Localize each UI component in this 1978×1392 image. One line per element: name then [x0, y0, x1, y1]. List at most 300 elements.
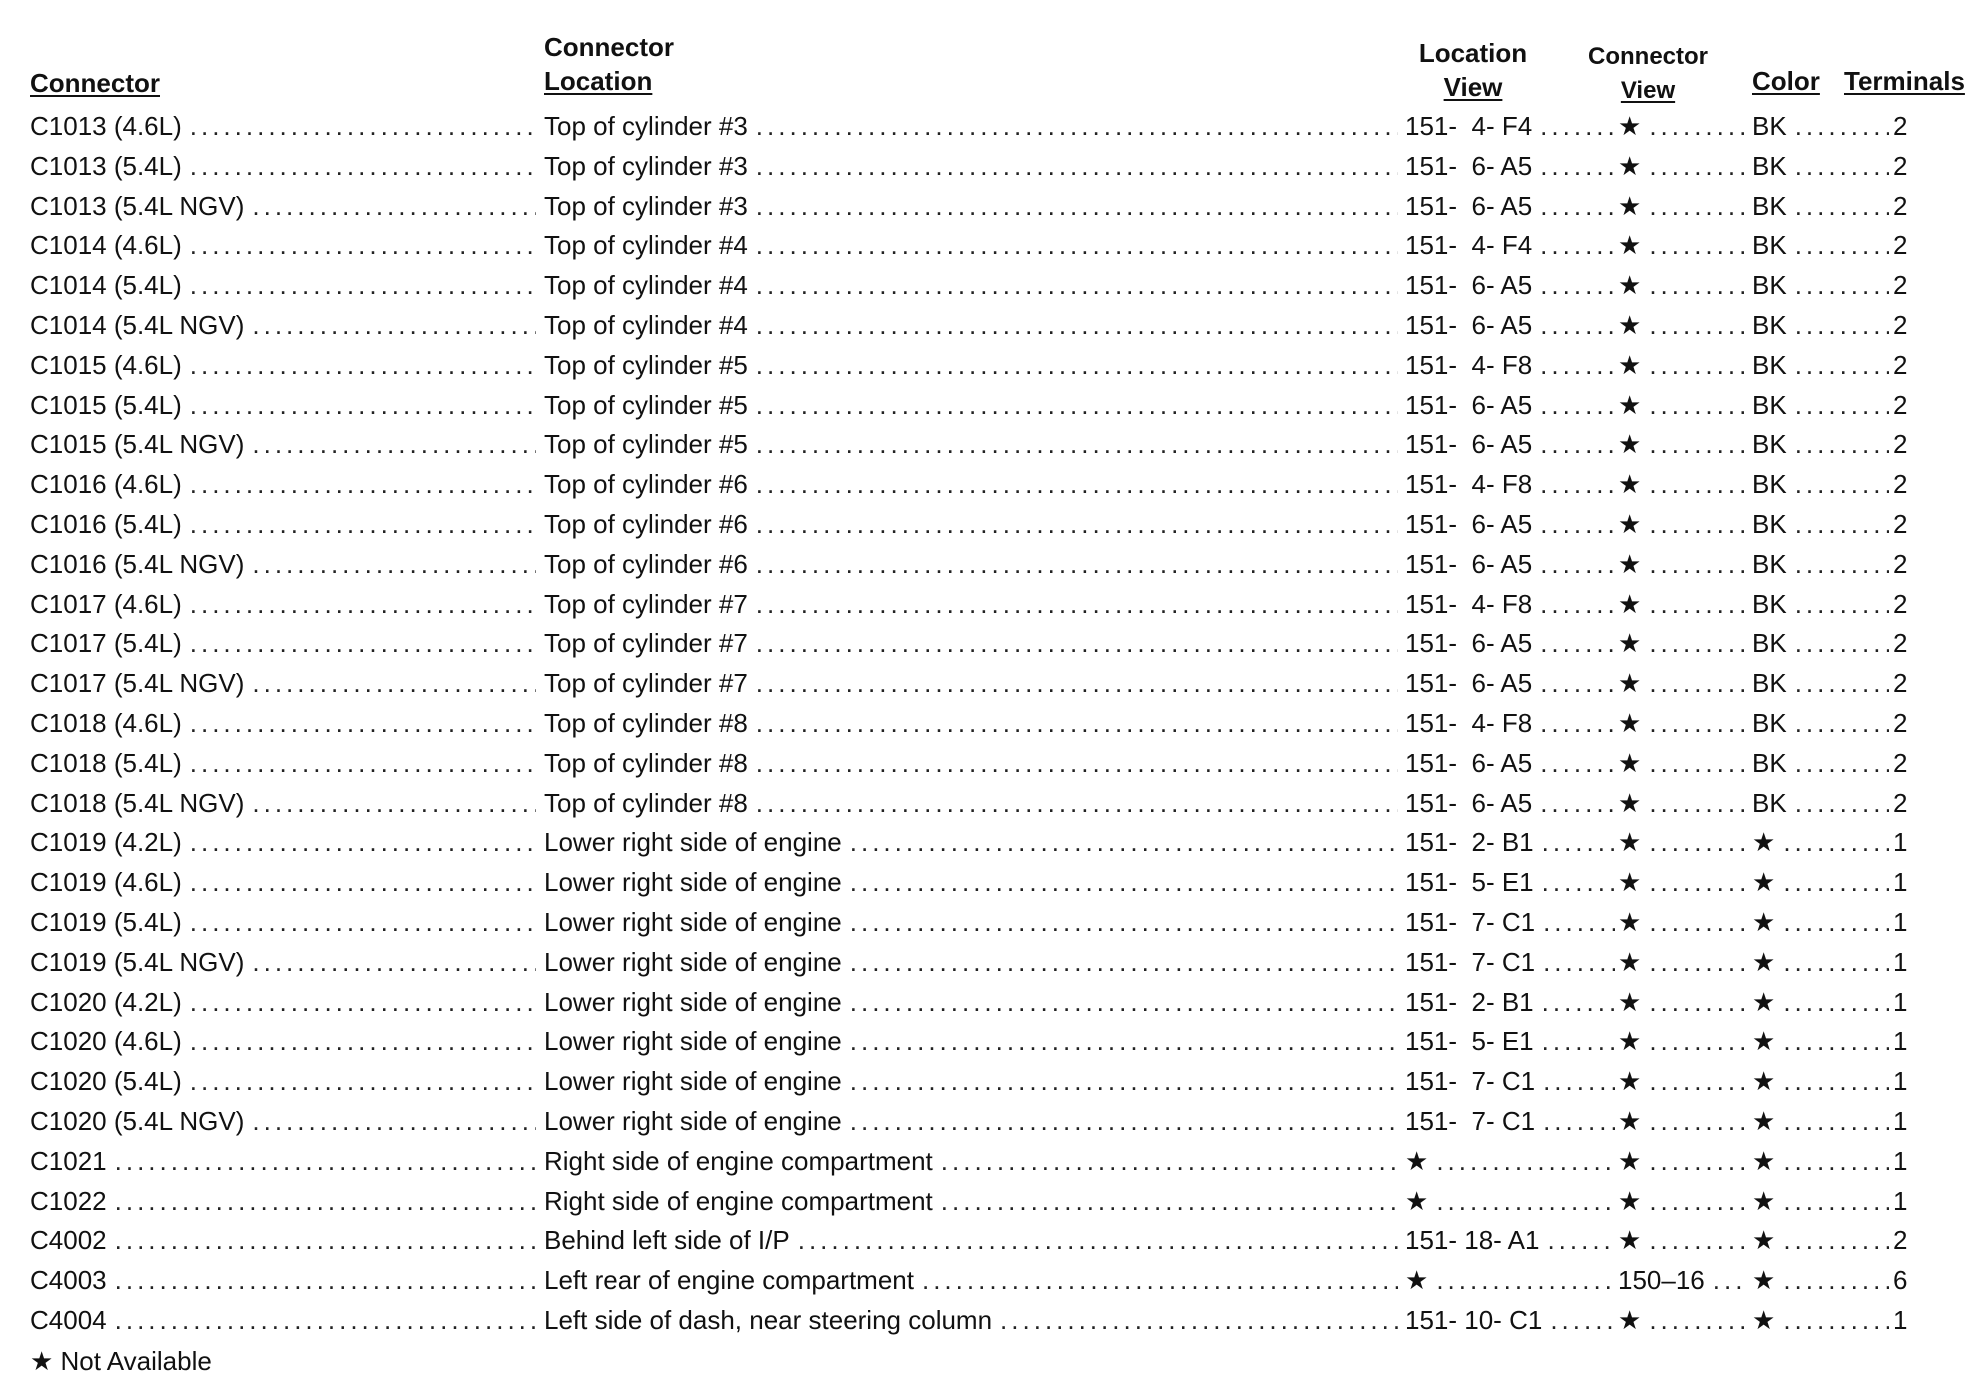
header-location-view-line1: Location: [1418, 38, 1528, 68]
cell-color: [1752, 1102, 1889, 1142]
dot-leader: [1795, 147, 1889, 187]
cell-connector-view-text: ★: [1618, 1185, 1642, 1216]
dot-leader: [1540, 784, 1615, 824]
dot-leader: [1795, 187, 1889, 227]
dot-leader: [1795, 266, 1889, 306]
dot-leader: [1783, 1301, 1889, 1341]
cell-connector-view: [1618, 823, 1748, 863]
dot-leader: [1795, 226, 1889, 266]
cell-connector-view-text: ★: [1618, 548, 1642, 579]
dot-leader: [1783, 1022, 1889, 1062]
cell-connector-view-text: ★: [1618, 747, 1642, 778]
table-row: [0, 784, 1978, 824]
dot-leader: [756, 147, 1398, 187]
dot-leader: [190, 744, 536, 784]
cell-color-text: BK: [1752, 309, 1787, 340]
cell-connector-location-text: Lower right side of engine: [544, 867, 842, 898]
cell-location-view-text: 151- 7- C1: [1405, 906, 1536, 937]
cell-terminals: [1893, 585, 1943, 625]
cell-color-text: ★: [1752, 906, 1776, 937]
dot-leader: [190, 823, 536, 863]
cell-connector-location: [544, 1261, 1398, 1301]
cell-connector-location: [544, 425, 1398, 465]
table-row: [0, 107, 1978, 147]
cell-location-view-text: 151- 7- C1: [1405, 946, 1536, 977]
cell-connector-location-text: Left rear of engine compartment: [544, 1265, 914, 1296]
cell-connector-location-text: Lower right side of engine: [544, 946, 842, 977]
cell-color: [1752, 1221, 1889, 1261]
cell-connector-text: C1020 (5.4L): [30, 1066, 182, 1097]
dot-leader: [190, 465, 536, 505]
cell-connector: [30, 505, 536, 545]
cell-location-view: [1405, 266, 1615, 306]
table-row: [0, 147, 1978, 187]
dot-leader: [1649, 425, 1748, 465]
cell-connector-view: [1618, 306, 1748, 346]
cell-connector-text: C1016 (4.6L): [30, 469, 182, 500]
cell-connector-view-text: ★: [1618, 111, 1642, 141]
cell-connector-location: [544, 187, 1398, 227]
dot-leader: [756, 664, 1398, 704]
cell-color: [1752, 585, 1889, 625]
dot-leader: [1783, 943, 1889, 983]
header-connector-location: [544, 30, 674, 98]
dot-leader: [1783, 1261, 1889, 1301]
dot-leader: [1783, 903, 1889, 943]
cell-location-view: [1405, 1062, 1615, 1102]
cell-connector-location-text: Lower right side of engine: [544, 1066, 842, 1097]
cell-terminals: [1893, 1102, 1943, 1142]
cell-connector-text: C1018 (5.4L NGV): [30, 787, 245, 818]
dot-leader: [756, 386, 1398, 426]
cell-terminals: [1893, 266, 1943, 306]
cell-connector-view: [1618, 863, 1748, 903]
dot-leader: [756, 545, 1398, 585]
cell-location-view: [1405, 863, 1615, 903]
dot-leader: [922, 1261, 1398, 1301]
cell-connector-location: [544, 863, 1398, 903]
cell-color: [1752, 903, 1889, 943]
cell-location-view: [1405, 943, 1615, 983]
cell-location-view-text: 151- 6- A5: [1405, 190, 1533, 221]
cell-connector-view: [1618, 545, 1748, 585]
cell-connector-view: [1618, 1301, 1748, 1341]
cell-connector-view-text: 150–16: [1618, 1265, 1705, 1296]
cell-connector-location-text: Top of cylinder #7: [544, 628, 748, 659]
dot-leader: [756, 505, 1398, 545]
dot-leader: [1649, 1102, 1748, 1142]
cell-location-view-text: 151- 10- C1: [1405, 1304, 1543, 1335]
dot-leader: [1649, 823, 1748, 863]
cell-connector-text: C1013 (5.4L NGV): [30, 190, 245, 221]
dot-leader: [756, 704, 1398, 744]
dot-leader: [1649, 1182, 1748, 1222]
cell-color: [1752, 425, 1889, 465]
cell-location-view-text: 151- 6- A5: [1405, 389, 1533, 420]
cell-connector: [30, 784, 536, 824]
table-row: [0, 1102, 1978, 1142]
cell-connector-location: [544, 1142, 1398, 1182]
cell-terminals: [1893, 226, 1943, 266]
cell-connector: [30, 306, 536, 346]
cell-location-view-text: ★: [1405, 1145, 1429, 1176]
cell-terminals-text: 2: [1893, 190, 1908, 221]
cell-terminals-text: 1: [1893, 867, 1908, 898]
cell-color: [1752, 107, 1889, 147]
cell-color-text: BK: [1752, 230, 1787, 261]
dot-leader: [1540, 306, 1615, 346]
dot-leader: [1649, 863, 1748, 903]
cell-connector-text: C4004: [30, 1304, 107, 1335]
cell-connector-view: [1618, 624, 1748, 664]
cell-color-text: ★: [1752, 1105, 1776, 1136]
cell-connector-text: C1018 (5.4L): [30, 747, 182, 778]
table-row: [0, 903, 1978, 943]
dot-leader: [1540, 425, 1615, 465]
cell-color-text: BK: [1752, 508, 1787, 539]
dot-leader: [190, 624, 536, 664]
dot-leader: [1649, 107, 1748, 147]
table-row: [0, 465, 1978, 505]
table-row: [0, 1182, 1978, 1222]
dot-leader: [1795, 346, 1889, 386]
dot-leader: [1540, 664, 1615, 704]
cell-location-view: [1405, 1182, 1615, 1222]
cell-terminals-text: 2: [1893, 111, 1908, 141]
cell-location-view: [1405, 823, 1615, 863]
cell-terminals: [1893, 425, 1943, 465]
cell-connector-view-text: ★: [1618, 827, 1642, 858]
table-row: [0, 226, 1978, 266]
cell-terminals-text: 2: [1893, 230, 1908, 261]
dot-leader: [1795, 306, 1889, 346]
dot-leader: [1783, 1142, 1889, 1182]
cell-connector-location: [544, 823, 1398, 863]
dot-leader: [1649, 187, 1748, 227]
cell-location-view-text: 151- 4- F4: [1405, 230, 1533, 261]
cell-connector-view-text: ★: [1618, 628, 1642, 659]
dot-leader: [1542, 823, 1615, 863]
cell-connector-view-text: ★: [1618, 588, 1642, 619]
cell-location-view: [1405, 1142, 1615, 1182]
cell-location-view: [1405, 306, 1615, 346]
cell-connector-text: C1020 (5.4L NGV): [30, 1105, 245, 1136]
cell-connector-location: [544, 624, 1398, 664]
cell-connector-location: [544, 983, 1398, 1023]
cell-location-view: [1405, 226, 1615, 266]
cell-connector-view-text: ★: [1618, 1145, 1642, 1176]
dot-leader: [1540, 346, 1615, 386]
cell-connector: [30, 226, 536, 266]
dot-leader: [756, 346, 1398, 386]
dot-leader: [850, 983, 1398, 1023]
cell-terminals: [1893, 545, 1943, 585]
dot-leader: [1795, 505, 1889, 545]
cell-color-text: ★: [1752, 1066, 1776, 1097]
cell-color: [1752, 147, 1889, 187]
cell-connector-view-text: ★: [1618, 946, 1642, 977]
table-row: [0, 863, 1978, 903]
table-row: [0, 1301, 1978, 1341]
cell-connector-text: C1019 (5.4L NGV): [30, 946, 245, 977]
cell-color-text: ★: [1752, 827, 1776, 858]
cell-color: [1752, 187, 1889, 227]
dot-leader: [1795, 425, 1889, 465]
dot-leader: [1542, 1022, 1615, 1062]
dot-leader: [1795, 386, 1889, 426]
cell-location-view: [1405, 664, 1615, 704]
cell-connector-view-text: ★: [1618, 787, 1642, 818]
dot-leader: [1540, 624, 1615, 664]
cell-color: [1752, 704, 1889, 744]
cell-terminals-text: 2: [1893, 309, 1908, 340]
cell-connector-location: [544, 903, 1398, 943]
cell-connector-location: [544, 346, 1398, 386]
cell-color-text: BK: [1752, 747, 1787, 778]
cell-location-view-text: 151- 4- F8: [1405, 707, 1533, 738]
cell-color-text: ★: [1752, 1026, 1776, 1057]
cell-color: [1752, 1022, 1889, 1062]
dot-leader: [252, 943, 536, 983]
cell-terminals-text: 1: [1893, 1304, 1908, 1335]
cell-location-view: [1405, 624, 1615, 664]
cell-location-view-text: 151- 2- B1: [1405, 986, 1534, 1017]
dot-leader: [1795, 624, 1889, 664]
dot-leader: [1540, 585, 1615, 625]
cell-color: [1752, 1062, 1889, 1102]
cell-connector: [30, 1062, 536, 1102]
cell-connector-location-text: Right side of engine compartment: [544, 1145, 933, 1176]
cell-connector-view: [1618, 664, 1748, 704]
cell-location-view: [1405, 983, 1615, 1023]
cell-connector-view-text: ★: [1618, 1304, 1642, 1335]
cell-terminals: [1893, 1062, 1943, 1102]
cell-color-text: BK: [1752, 111, 1787, 141]
cell-connector-location: [544, 704, 1398, 744]
cell-connector-location: [544, 1062, 1398, 1102]
dot-leader: [190, 903, 536, 943]
cell-connector-location-text: Top of cylinder #8: [544, 787, 748, 818]
header-color: [1752, 64, 1820, 98]
cell-location-view: [1405, 744, 1615, 784]
cell-connector: [30, 346, 536, 386]
dot-leader: [252, 187, 536, 227]
dot-leader: [1649, 704, 1748, 744]
dot-leader: [1649, 664, 1748, 704]
cell-connector-location-text: Left side of dash, near steering column: [544, 1304, 993, 1335]
cell-color: [1752, 943, 1889, 983]
cell-location-view: [1405, 1261, 1615, 1301]
cell-connector-text: C1017 (5.4L NGV): [30, 668, 245, 699]
dot-leader: [115, 1301, 536, 1341]
dot-leader: [1649, 983, 1748, 1023]
cell-color: [1752, 266, 1889, 306]
cell-connector-view-text: ★: [1618, 867, 1642, 898]
cell-terminals: [1893, 823, 1943, 863]
table-row: [0, 425, 1978, 465]
cell-connector-view: [1618, 346, 1748, 386]
cell-connector-view: [1618, 1102, 1748, 1142]
cell-terminals: [1893, 863, 1943, 903]
table-row: [0, 1022, 1978, 1062]
table-row: [0, 823, 1978, 863]
dot-leader: [1550, 1301, 1615, 1341]
cell-location-view-text: 151- 6- A5: [1405, 270, 1533, 301]
dot-leader: [1540, 386, 1615, 426]
cell-location-view-text: 151- 6- A5: [1405, 668, 1533, 699]
dot-leader: [1783, 983, 1889, 1023]
dot-leader: [850, 863, 1398, 903]
dot-leader: [1795, 664, 1889, 704]
cell-connector: [30, 1182, 536, 1222]
dot-leader: [756, 744, 1398, 784]
cell-connector-view-text: ★: [1618, 429, 1642, 460]
cell-terminals: [1893, 465, 1943, 505]
dot-leader: [1795, 744, 1889, 784]
dot-leader: [756, 306, 1398, 346]
cell-connector-location-text: Top of cylinder #7: [544, 588, 748, 619]
cell-connector-view: [1618, 784, 1748, 824]
cell-connector-location: [544, 784, 1398, 824]
cell-connector-view-text: ★: [1618, 1066, 1642, 1097]
dot-leader: [756, 226, 1398, 266]
cell-color-text: BK: [1752, 548, 1787, 579]
cell-color-text: ★: [1752, 1225, 1776, 1256]
table-row: [0, 1221, 1978, 1261]
cell-location-view: [1405, 704, 1615, 744]
cell-color: [1752, 784, 1889, 824]
cell-connector-location-text: Top of cylinder #4: [544, 230, 748, 261]
cell-connector-view: [1618, 226, 1748, 266]
cell-terminals: [1893, 784, 1943, 824]
cell-terminals-text: 1: [1893, 827, 1908, 858]
dot-leader: [1713, 1261, 1748, 1301]
cell-terminals: [1893, 386, 1943, 426]
cell-terminals: [1893, 1182, 1943, 1222]
cell-connector-view: [1618, 1022, 1748, 1062]
cell-connector-text: C1014 (5.4L): [30, 270, 182, 301]
cell-location-view: [1405, 147, 1615, 187]
dot-leader: [1540, 465, 1615, 505]
dot-leader: [1436, 1182, 1615, 1222]
cell-color-text: ★: [1752, 1265, 1776, 1296]
cell-terminals-text: 2: [1893, 389, 1908, 420]
cell-terminals: [1893, 744, 1943, 784]
cell-location-view: [1405, 585, 1615, 625]
cell-connector-text: C1013 (5.4L): [30, 150, 182, 181]
cell-color-text: BK: [1752, 628, 1787, 659]
cell-location-view-text: 151- 6- A5: [1405, 508, 1533, 539]
dot-leader: [1795, 107, 1889, 147]
cell-location-view-text: 151- 4- F8: [1405, 349, 1533, 380]
cell-connector-location-text: Lower right side of engine: [544, 906, 842, 937]
table-row: [0, 744, 1978, 784]
cell-terminals: [1893, 1221, 1943, 1261]
dot-leader: [1649, 306, 1748, 346]
cell-location-view-text: 151- 7- C1: [1405, 1066, 1536, 1097]
cell-connector: [30, 903, 536, 943]
dot-leader: [1795, 545, 1889, 585]
cell-location-view-text: 151- 4- F8: [1405, 588, 1533, 619]
dot-leader: [1436, 1261, 1615, 1301]
cell-connector: [30, 863, 536, 903]
table-row: [0, 1062, 1978, 1102]
cell-connector-view-text: ★: [1618, 1105, 1642, 1136]
cell-location-view-text: 151- 18- A1: [1405, 1225, 1540, 1256]
cell-connector-location-text: Top of cylinder #8: [544, 707, 748, 738]
cell-connector-location: [544, 1102, 1398, 1142]
dot-leader: [1649, 226, 1748, 266]
cell-connector-view: [1618, 1182, 1748, 1222]
header-terminals: [1844, 64, 1965, 98]
cell-connector-view: [1618, 1142, 1748, 1182]
cell-connector-text: C4002: [30, 1225, 107, 1256]
header-connector-view-line1: Connector: [1588, 43, 1708, 70]
table-row: [0, 664, 1978, 704]
cell-terminals: [1893, 983, 1943, 1023]
dot-leader: [1649, 1221, 1748, 1261]
cell-color-text: ★: [1752, 867, 1776, 898]
header-connector: [30, 66, 160, 100]
table-row: [0, 306, 1978, 346]
dot-leader: [252, 784, 536, 824]
cell-color-text: ★: [1752, 946, 1776, 977]
cell-connector-location-text: Top of cylinder #6: [544, 469, 748, 500]
dot-leader: [850, 1022, 1398, 1062]
cell-connector-location-text: Top of cylinder #8: [544, 747, 748, 778]
cell-terminals-text: 2: [1893, 707, 1908, 738]
dot-leader: [1540, 147, 1615, 187]
cell-terminals-text: 1: [1893, 946, 1908, 977]
dot-leader: [1649, 943, 1748, 983]
dot-leader: [1436, 1142, 1615, 1182]
cell-connector: [30, 1142, 536, 1182]
cell-location-view-text: 151- 6- A5: [1405, 309, 1533, 340]
cell-terminals-text: 1: [1893, 1066, 1908, 1097]
dot-leader: [190, 983, 536, 1023]
dot-leader: [1542, 983, 1615, 1023]
cell-color: [1752, 664, 1889, 704]
cell-connector-view: [1618, 943, 1748, 983]
cell-location-view: [1405, 1301, 1615, 1341]
cell-color-text: BK: [1752, 429, 1787, 460]
cell-color-text: BK: [1752, 190, 1787, 221]
cell-connector-text: C1014 (5.4L NGV): [30, 309, 245, 340]
dot-leader: [1795, 704, 1889, 744]
dot-leader: [1540, 545, 1615, 585]
cell-connector-text: C1015 (5.4L): [30, 389, 182, 420]
cell-connector-view-text: ★: [1618, 309, 1642, 340]
dot-leader: [1543, 943, 1615, 983]
cell-connector-text: C1014 (4.6L): [30, 230, 182, 261]
cell-color-text: BK: [1752, 270, 1787, 301]
cell-connector: [30, 624, 536, 664]
table-row: [0, 585, 1978, 625]
cell-connector-text: C1015 (4.6L): [30, 349, 182, 380]
cell-connector-text: C1022: [30, 1185, 107, 1216]
dot-leader: [850, 1102, 1398, 1142]
cell-connector-view: [1618, 903, 1748, 943]
cell-terminals-text: 2: [1893, 349, 1908, 380]
cell-location-view: [1405, 187, 1615, 227]
dot-leader: [1783, 1062, 1889, 1102]
table-row: [0, 704, 1978, 744]
dot-leader: [756, 187, 1398, 227]
cell-connector-view: [1618, 386, 1748, 426]
cell-connector: [30, 465, 536, 505]
header-location-view: [1408, 36, 1538, 104]
cell-terminals-text: 1: [1893, 1185, 1908, 1216]
